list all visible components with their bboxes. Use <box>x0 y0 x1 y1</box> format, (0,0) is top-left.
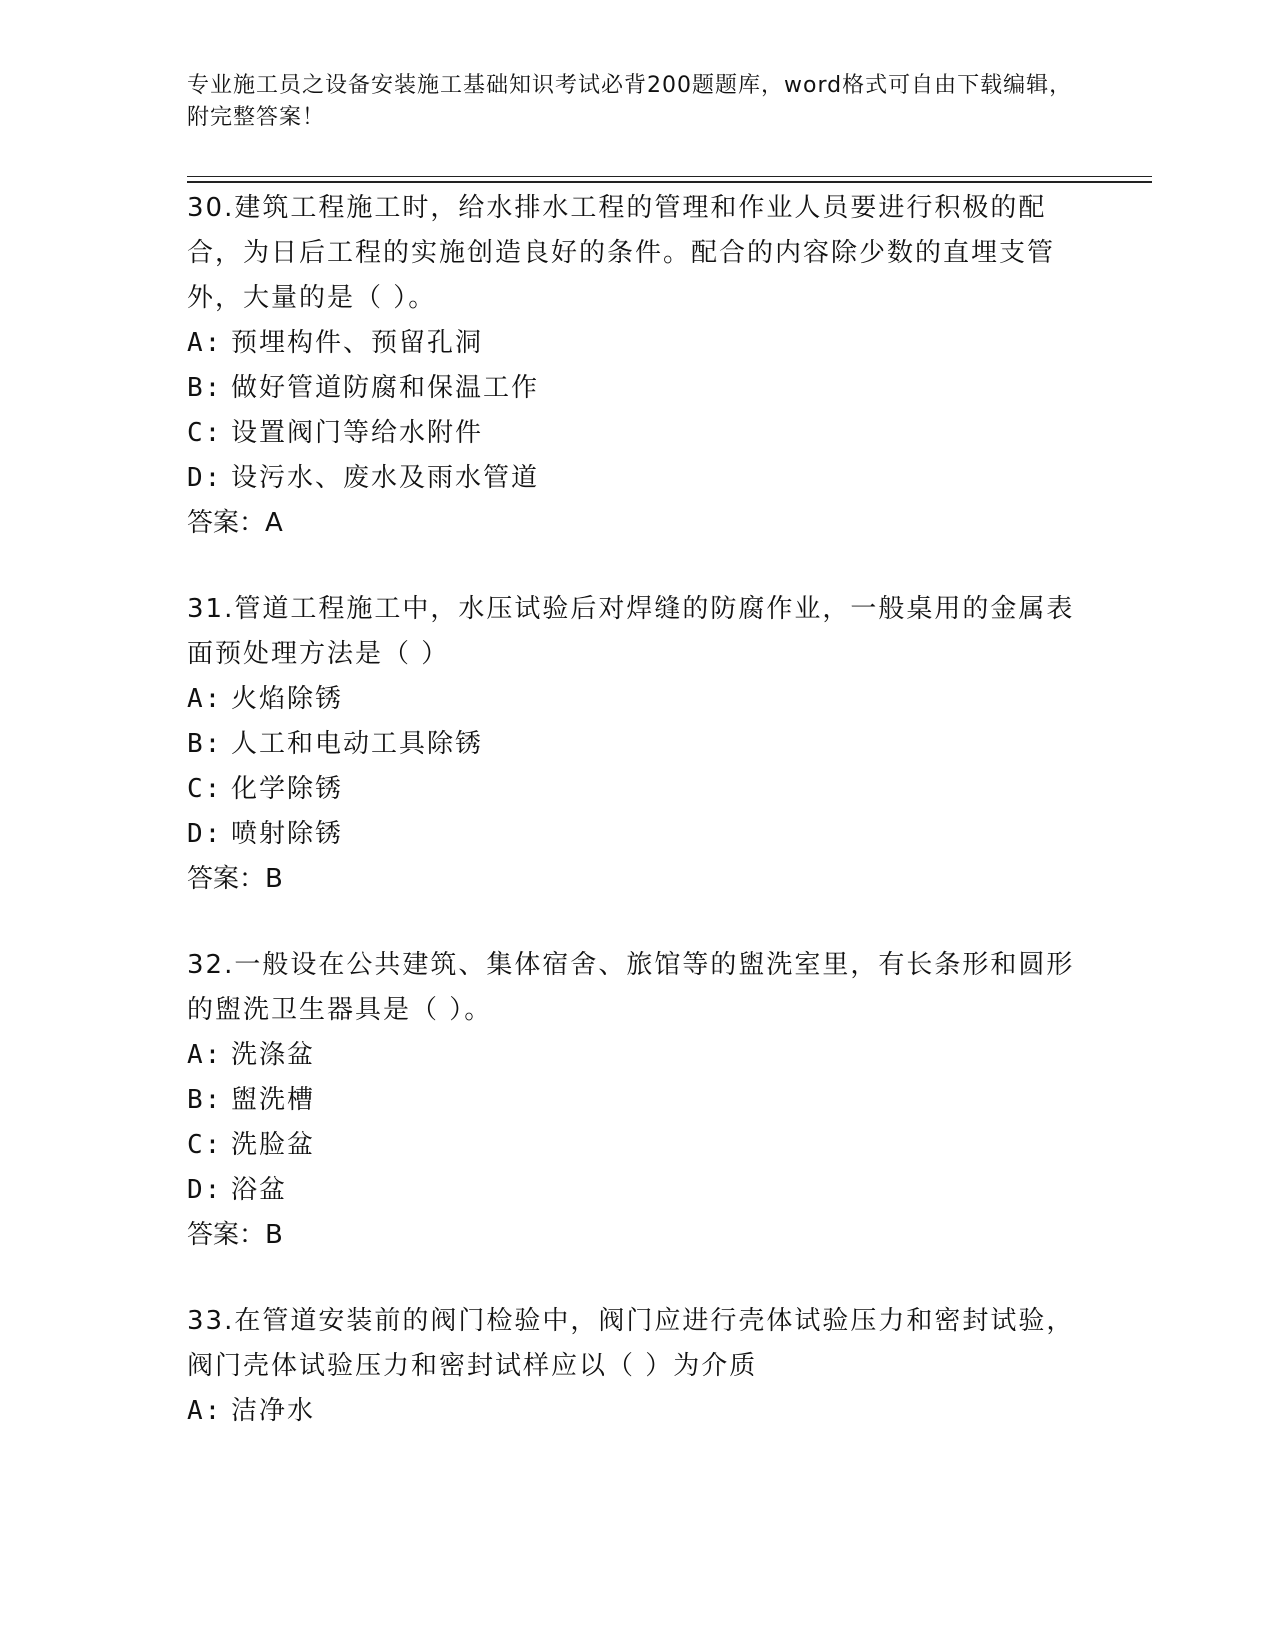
header-divider-thick <box>187 181 1152 183</box>
option-d <box>187 456 1087 501</box>
option-text: 做好管道防腐和保温工作 <box>231 373 540 403</box>
option-c <box>187 767 1087 812</box>
option-letter: A: <box>187 1396 223 1426</box>
option-a <box>187 321 1087 366</box>
option-d <box>187 812 1087 857</box>
question-text: 33.在管道安装前的阀门检验中，阀门应进行壳体试验压力和密封试验，阀门壳体试验压力和密封试样应以（ ）为介质 <box>187 1306 1075 1381</box>
option-text: 喷射除锈 <box>231 819 344 849</box>
option-letter: D: <box>187 463 223 493</box>
option-text: 洗脸盆 <box>231 1130 316 1160</box>
option-text: 设置阀门等给水附件 <box>231 418 484 448</box>
question-33 <box>187 1299 1087 1434</box>
option-text: 预埋构件、预留孔洞 <box>231 328 484 358</box>
option-text: 洗涤盆 <box>231 1040 316 1070</box>
option-letter: D: <box>187 819 223 849</box>
question-31 <box>187 587 1087 902</box>
header-divider-thin <box>187 176 1152 177</box>
answer-line: 答案：A <box>187 508 283 538</box>
option-text: 浴盆 <box>231 1175 288 1205</box>
option-letter: C: <box>187 774 223 804</box>
answer-line: 答案：B <box>187 864 283 894</box>
document-header <box>187 70 1087 134</box>
option-letter: D: <box>187 1175 223 1205</box>
option-b <box>187 1078 1087 1123</box>
option-text: 化学除锈 <box>231 774 344 804</box>
option-a <box>187 677 1087 722</box>
option-text: 盥洗槽 <box>231 1085 316 1115</box>
question-list <box>187 186 1087 1475</box>
answer-line: 答案：B <box>187 1220 283 1250</box>
option-letter: C: <box>187 418 223 448</box>
question-text: 32.一般设在公共建筑、集体宿舍、旅馆等的盥洗室里，有长条形和圆形的盥洗卫生器具是（ ）。 <box>187 950 1075 1025</box>
question-text: 31.管道工程施工中，水压试验后对焊缝的防腐作业，一般桌用的金属表面预处理方法是（ ） <box>187 594 1075 669</box>
question-text: 30.建筑工程施工时，给水排水工程的管理和作业人员要进行积极的配合，为日后工程的实施创造良好的条件。配合的内容除少数的直埋支管外，大量的是（ ）。 <box>187 193 1056 313</box>
question-32 <box>187 943 1087 1258</box>
option-letter: B: <box>187 373 223 403</box>
option-b <box>187 722 1087 767</box>
option-text: 人工和电动工具除锈 <box>231 729 484 759</box>
option-letter: A: <box>187 684 223 714</box>
option-letter: C: <box>187 1130 223 1160</box>
question-30 <box>187 186 1087 546</box>
document-title: 专业施工员之设备安装施工基础知识考试必背200题题库，word格式可自由下载编辑，附完整答案！ <box>187 73 1073 130</box>
option-letter: A: <box>187 328 223 358</box>
option-d <box>187 1168 1087 1213</box>
option-a <box>187 1389 1087 1434</box>
option-b <box>187 366 1087 411</box>
option-a <box>187 1033 1087 1078</box>
option-text: 火焰除锈 <box>231 684 344 714</box>
option-text: 设污水、废水及雨水管道 <box>231 463 540 493</box>
option-letter: B: <box>187 1085 223 1115</box>
option-c <box>187 1123 1087 1168</box>
option-text: 洁净水 <box>231 1396 316 1426</box>
option-letter: A: <box>187 1040 223 1070</box>
option-c <box>187 411 1087 456</box>
option-letter: B: <box>187 729 223 759</box>
